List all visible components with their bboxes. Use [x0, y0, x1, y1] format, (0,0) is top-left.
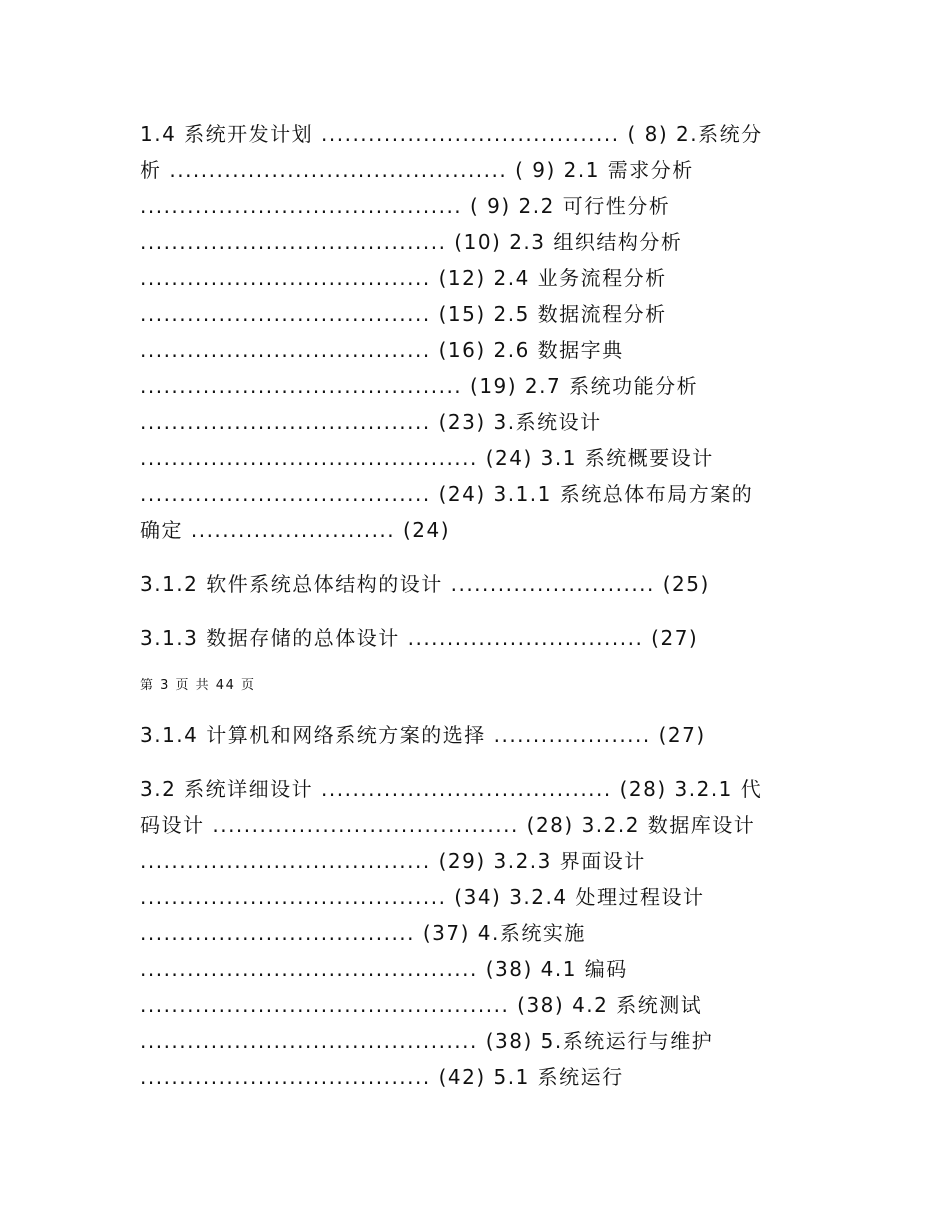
toc-line: ......................................... ( 9) 2.2 可行性分析: [140, 194, 671, 218]
toc-line: 码设计 ....................................... (28) 3.2.2 数据库设计: [140, 813, 756, 837]
toc-line: 确定 .......................... (24): [140, 518, 451, 542]
toc-line: ....................................... (34) 3.2.4 处理过程设计: [140, 885, 705, 909]
toc-line: ..................................... (23) 3.系统设计: [140, 410, 602, 434]
toc-line: ..................................... (24) 3.1.1 系统总体布局方案的: [140, 482, 754, 506]
toc-line: 3.2 系统详细设计 ..................................... (28) 3.2.1 代: [140, 777, 763, 801]
toc-line: ..................................... (12) 2.4 业务流程分析: [140, 266, 667, 290]
toc-line: ....................................... (10) 2.3 组织结构分析: [140, 230, 683, 254]
toc-entry-3-1-2: 3.1.2 软件系统总体结构的设计 .......................... (25): [140, 572, 710, 596]
toc-line: ................................... (37) 4.系统实施: [140, 921, 586, 945]
toc-line: ......................................... (19) 2.7 系统功能分析: [140, 374, 699, 398]
toc-line: ............................................... (38) 4.2 系统测试: [140, 993, 703, 1017]
toc-line: ........................................... (38) 5.系统运行与维护: [140, 1029, 714, 1053]
toc-line: ..................................... (42) 5.1 系统运行: [140, 1065, 624, 1089]
toc-line: 析 ........................................... ( 9) 2.1 需求分析: [140, 158, 694, 182]
toc-line: ..................................... (15) 2.5 数据流程分析: [140, 302, 667, 326]
toc-line: ........................................... (38) 4.1 编码: [140, 957, 628, 981]
toc-line: ........................................... (24) 3.1 系统概要设计: [140, 446, 714, 470]
toc-line: ..................................... (29) 3.2.3 界面设计: [140, 849, 646, 873]
toc-entry-3-1-4: 3.1.4 计算机和网络系统方案的选择 .................... (27): [140, 723, 706, 747]
toc-line: 1.4 系统开发计划 ...................................... ( 8) 2.系统分: [140, 122, 763, 146]
toc-line: ..................................... (16) 2.6 数据字典: [140, 338, 624, 362]
toc-entry-3-1-3: 3.1.3 数据存储的总体设计 .............................. (27): [140, 626, 699, 650]
page-footer: 第 3 页 共 44 页: [140, 678, 256, 693]
